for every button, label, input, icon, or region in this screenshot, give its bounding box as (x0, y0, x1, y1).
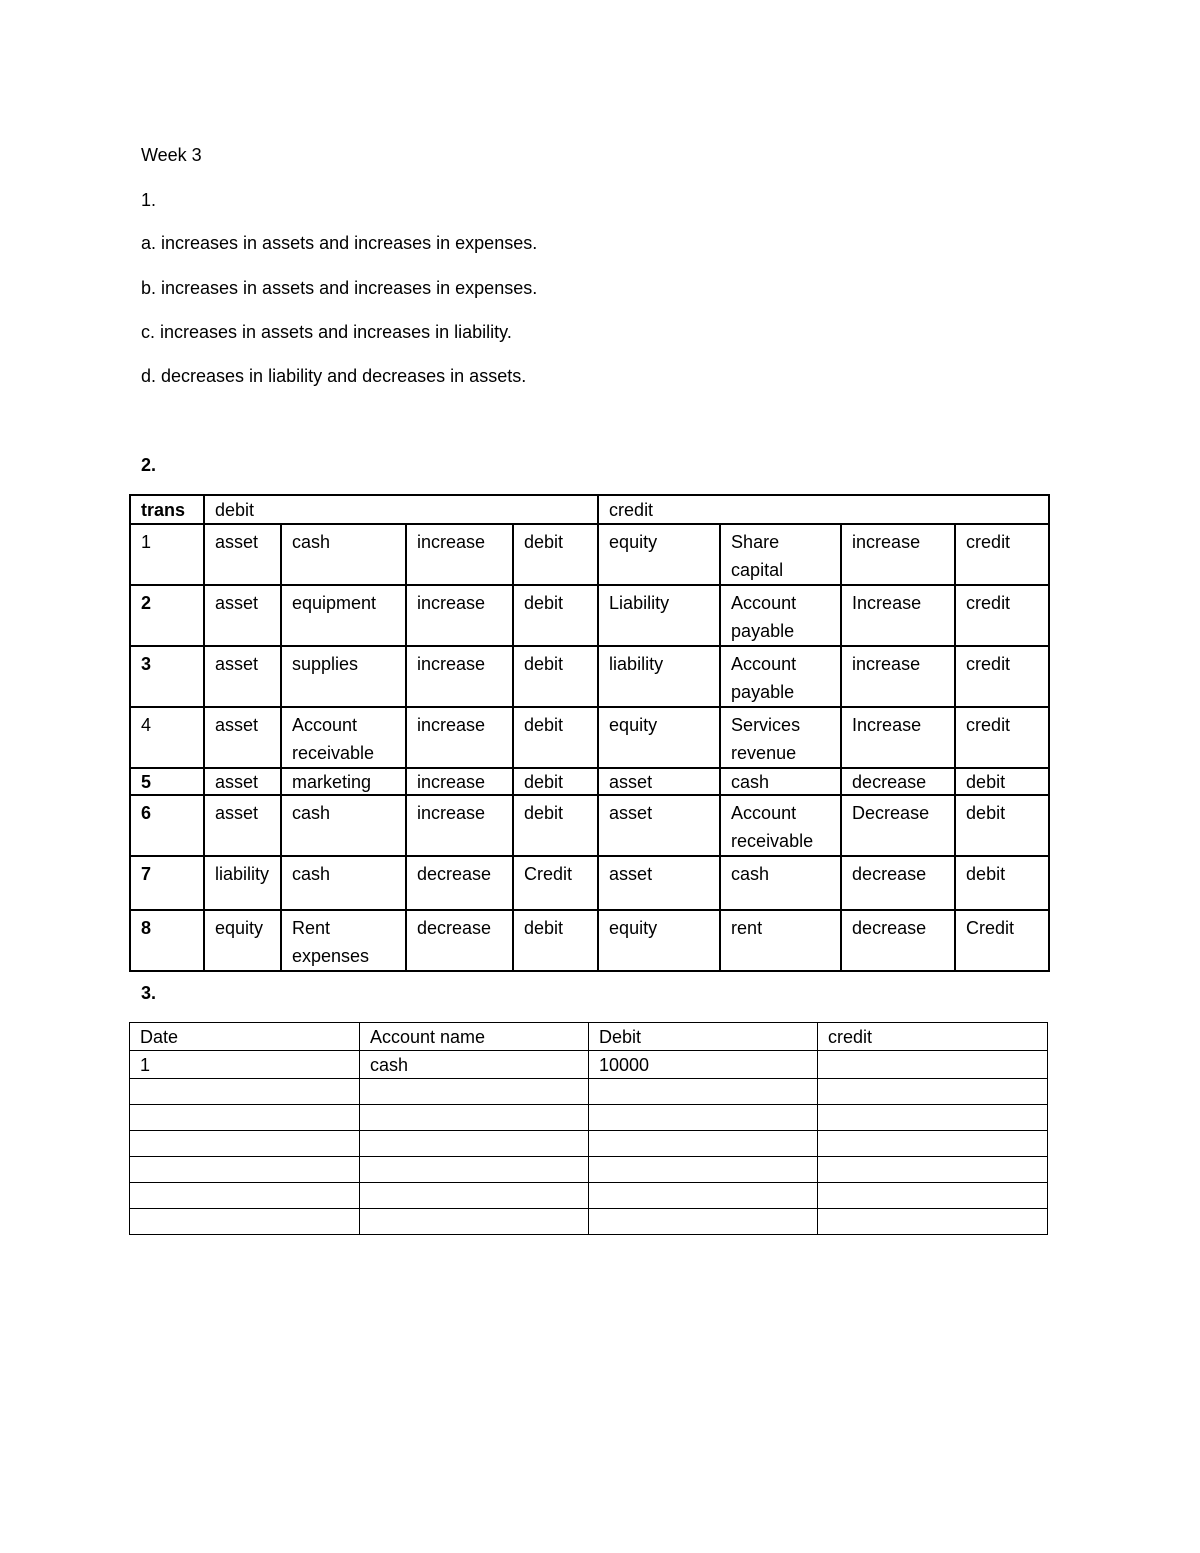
cell: increase (841, 646, 955, 707)
cell: 3 (130, 646, 204, 707)
cell (589, 1183, 818, 1209)
cell: decrease (841, 856, 955, 910)
cell: asset (598, 856, 720, 910)
header-credit: credit (598, 495, 1049, 524)
cell: cash (720, 768, 841, 795)
cell (818, 1131, 1048, 1157)
page-heading: Week 3 (141, 145, 202, 165)
cell: supplies (281, 646, 406, 707)
question-2-number: 2. (141, 455, 157, 475)
cell: increase (406, 585, 513, 646)
cell: debit (513, 585, 598, 646)
cell: debit (513, 910, 598, 971)
cell: equity (204, 910, 281, 971)
cell (818, 1209, 1048, 1235)
cell (589, 1105, 818, 1131)
cell: debit (513, 707, 598, 768)
cell: marketing (281, 768, 406, 795)
cell (818, 1079, 1048, 1105)
cell: Increase (841, 707, 955, 768)
table-row (130, 646, 1049, 707)
answer-d: d. decreases in liability and decreases in assets. (141, 366, 527, 386)
cell (360, 1183, 589, 1209)
table-row (130, 768, 1049, 795)
cell: 8 (130, 910, 204, 971)
answer-a: a. increases in assets and increases in expenses. (141, 233, 538, 253)
table-row (130, 795, 1049, 856)
transactions-header-row (130, 495, 1049, 524)
cell: debit (513, 646, 598, 707)
cell: Decrease (841, 795, 955, 856)
cell: equity (598, 910, 720, 971)
cell: debit (955, 768, 1049, 795)
cell (818, 1105, 1048, 1131)
cell (589, 1131, 818, 1157)
cell: debit (955, 856, 1049, 910)
cell: asset (204, 646, 281, 707)
column-header: credit (818, 1023, 1048, 1051)
cell (360, 1157, 589, 1183)
column-header: Debit (589, 1023, 818, 1051)
cell: cash (360, 1051, 589, 1079)
transactions-table (129, 494, 1050, 972)
cell: credit (955, 707, 1049, 768)
table-row (130, 1079, 1048, 1105)
cell (818, 1157, 1048, 1183)
cell: asset (204, 524, 281, 585)
cell: Account payable (720, 646, 841, 707)
cell: Credit (513, 856, 598, 910)
table-row (130, 910, 1049, 971)
cell: asset (204, 768, 281, 795)
cell (360, 1131, 589, 1157)
cell: increase (406, 707, 513, 768)
cell: 6 (130, 795, 204, 856)
cell: debit (513, 768, 598, 795)
cell: Share capital (720, 524, 841, 585)
cell: rent (720, 910, 841, 971)
cell: increase (406, 646, 513, 707)
table-row (130, 1105, 1048, 1131)
cell (589, 1157, 818, 1183)
cell (818, 1183, 1048, 1209)
cell (818, 1051, 1048, 1079)
cell: equity (598, 707, 720, 768)
cell: Account receivable (720, 795, 841, 856)
cell (130, 1105, 360, 1131)
cell: 1 (130, 1051, 360, 1079)
table-row (130, 856, 1049, 910)
cell: asset (598, 768, 720, 795)
cell: credit (955, 585, 1049, 646)
cell: asset (598, 795, 720, 856)
header-debit: debit (204, 495, 598, 524)
cell: debit (513, 795, 598, 856)
cell: Credit (955, 910, 1049, 971)
cell: 5 (130, 768, 204, 795)
cell: credit (955, 524, 1049, 585)
cell (589, 1209, 818, 1235)
cell (360, 1079, 589, 1105)
column-header: Account name (360, 1023, 589, 1051)
table-row (130, 585, 1049, 646)
cell: asset (204, 795, 281, 856)
cell (130, 1157, 360, 1183)
cell: debit (513, 524, 598, 585)
cell: Increase (841, 585, 955, 646)
cell: 1 (130, 524, 204, 585)
table-row (130, 1157, 1048, 1183)
table-row (130, 1209, 1048, 1235)
cell: 4 (130, 707, 204, 768)
cell: Liability (598, 585, 720, 646)
cell: equipment (281, 585, 406, 646)
table-row (130, 1051, 1048, 1079)
cell: decrease (841, 768, 955, 795)
cell: cash (281, 524, 406, 585)
table-row (130, 707, 1049, 768)
cell: asset (204, 707, 281, 768)
cell: decrease (406, 856, 513, 910)
cell (130, 1131, 360, 1157)
cell: decrease (406, 910, 513, 971)
cell (130, 1183, 360, 1209)
cell: debit (955, 795, 1049, 856)
header-trans: trans (130, 495, 204, 524)
cell: cash (281, 795, 406, 856)
cell: Rent expenses (281, 910, 406, 971)
cell: liability (204, 856, 281, 910)
cell: asset (204, 585, 281, 646)
journal-table (129, 1022, 1048, 1235)
table-row (130, 524, 1049, 585)
cell (360, 1105, 589, 1131)
cell: increase (406, 795, 513, 856)
cell: decrease (841, 910, 955, 971)
cell (130, 1079, 360, 1105)
cell: cash (720, 856, 841, 910)
cell: 2 (130, 585, 204, 646)
cell: 7 (130, 856, 204, 910)
cell: Account receivable (281, 707, 406, 768)
answer-b: b. increases in assets and increases in expenses. (141, 278, 538, 298)
table-row (130, 1183, 1048, 1209)
cell: increase (406, 768, 513, 795)
cell: cash (281, 856, 406, 910)
cell: Services revenue (720, 707, 841, 768)
cell: credit (955, 646, 1049, 707)
question-1-number: 1. (141, 190, 157, 210)
cell: 10000 (589, 1051, 818, 1079)
cell (130, 1209, 360, 1235)
journal-header-row (130, 1023, 1048, 1051)
question-3-number: 3. (141, 983, 157, 1003)
column-header: Date (130, 1023, 360, 1051)
cell: increase (406, 524, 513, 585)
cell: increase (841, 524, 955, 585)
table-row (130, 1131, 1048, 1157)
cell: equity (598, 524, 720, 585)
answer-c: c. increases in assets and increases in liability. (141, 322, 512, 342)
cell (589, 1079, 818, 1105)
cell: liability (598, 646, 720, 707)
cell: Account payable (720, 585, 841, 646)
cell (360, 1209, 589, 1235)
